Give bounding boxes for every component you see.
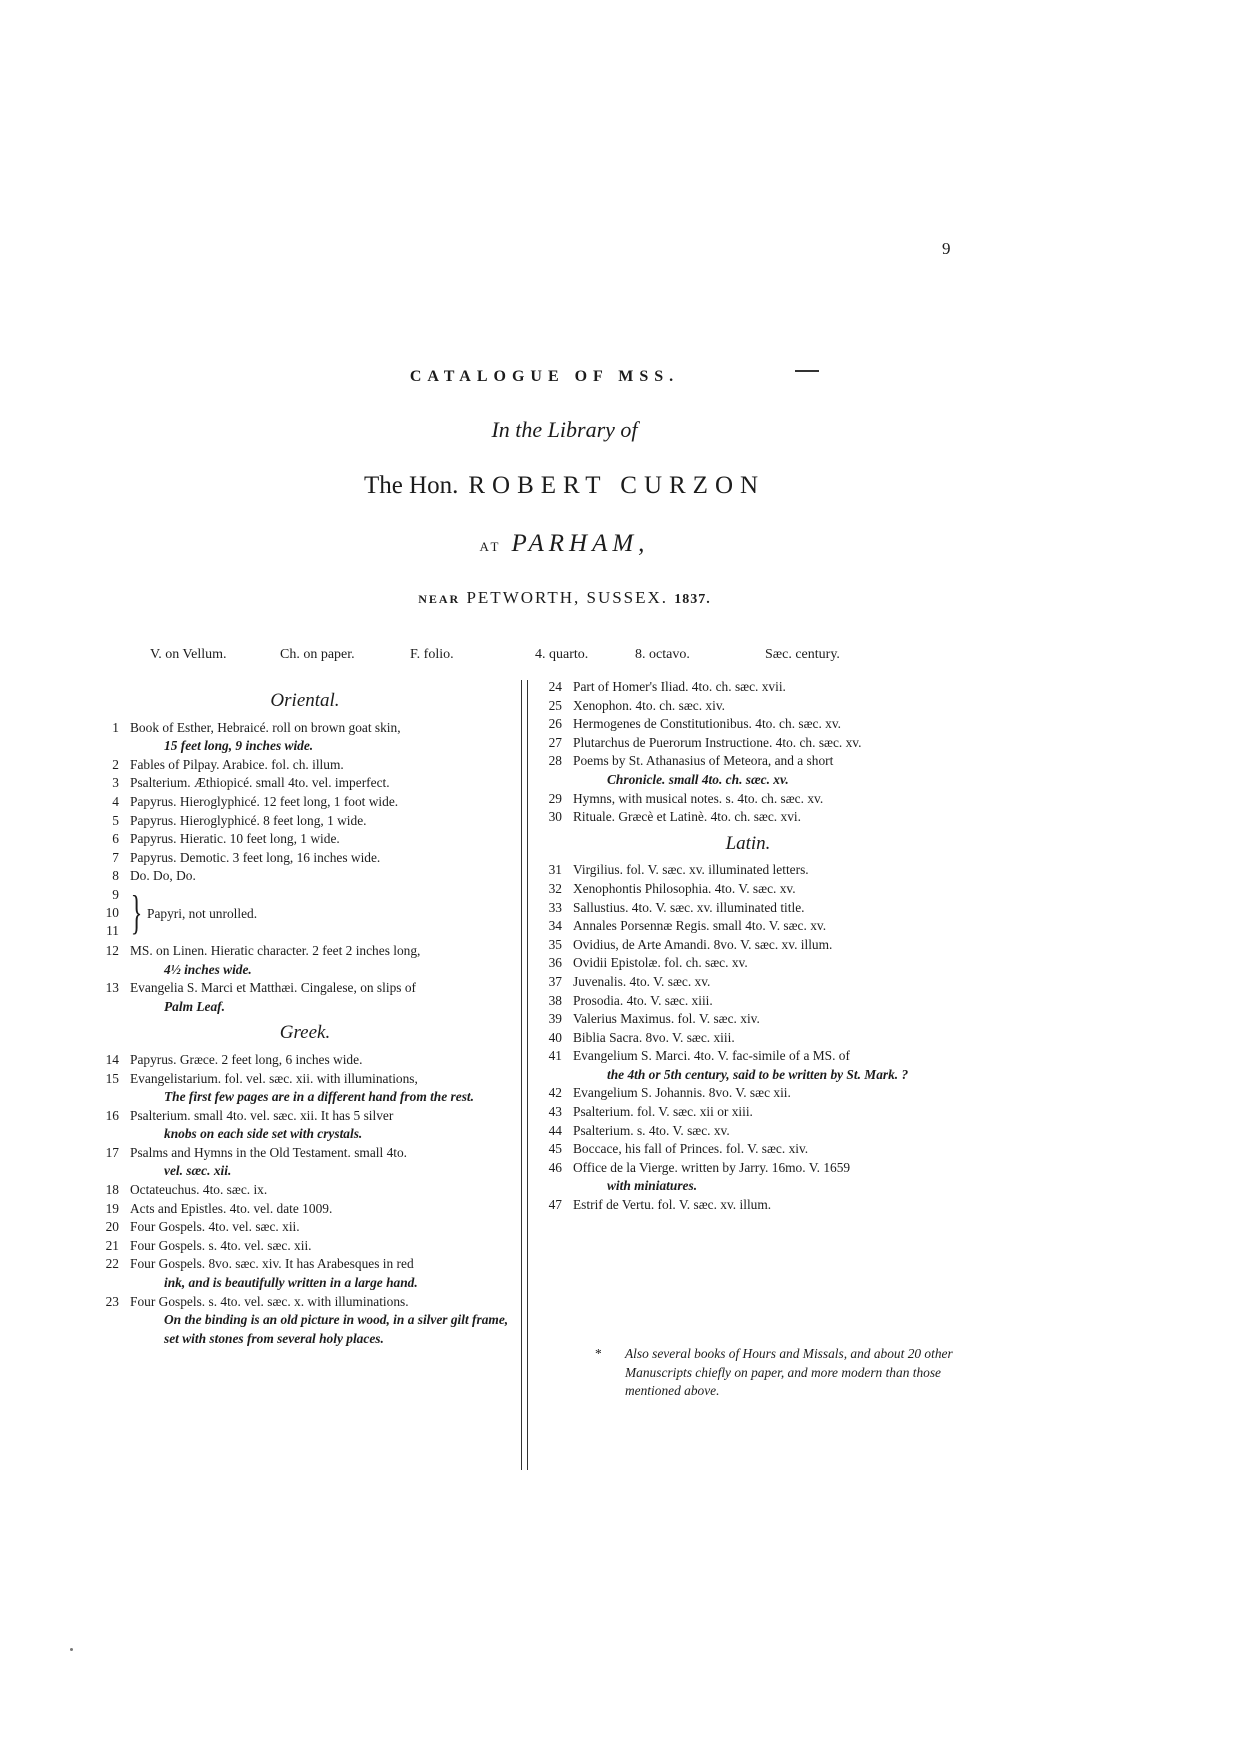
entry-text: Four Gospels. s. 4to. vel. sæc. xii. [130,1237,312,1253]
entry-number: 25 [548,697,562,713]
entry-number: 12 [105,942,119,958]
entry-text: Rituale. Græcè et Latinè. 4to. ch. sæc. xvi. [573,809,801,825]
owner-prefix: The Hon. [363,472,459,499]
place-name: PARHAM, [511,530,650,557]
catalogue-entry [538,954,958,973]
greek-list [95,1051,515,1349]
brace-num: 9 [112,886,119,902]
catalogue-entry [538,1029,958,1048]
entry-continuation: ink, and is beautifully written in a large hand. [164,1275,418,1291]
catalogue-entry [95,1070,515,1107]
entry-text: Papyrus. Hieratic. 10 feet long, 1 wide. [130,831,340,847]
entry-number: 21 [105,1237,119,1253]
catalogue-entry [538,715,958,734]
brace-group [95,886,515,942]
catalogue-entry [538,734,958,753]
entry-text: Psalterium. s. 4to. V. sæc. xv. [573,1122,730,1138]
entry-number: 3 [112,775,119,791]
entry-text: Part of Homer's Iliad. 4to. ch. sæc. xvii. [573,679,786,694]
entry-text: Do. Do, Do. [130,868,196,884]
entry-text: Biblia Sacra. 8vo. V. sæc. xiii. [573,1029,735,1045]
entry-text: Psalms and Hymns in the Old Testament. small 4to. [130,1144,408,1160]
entry-text: Fables of Pilpay. Arabice. fol. ch. illum. [130,756,344,772]
left-column [95,688,515,1348]
catalogue-entry [95,867,515,886]
catalogue-entry [95,1144,515,1181]
entry-text: Annales Porsennæ Regis. small 4to. V. sæc. xv. [573,918,827,934]
entry-number: 13 [105,980,119,996]
entry-text: Evangelium S. Johannis. 8vo. V. sæc xii. [573,1085,791,1101]
catalogue-entry [538,752,958,789]
catalogue-entry [95,756,515,775]
entry-number: 43 [548,1104,562,1120]
entry-number: 5 [112,812,119,828]
entry-number: 2 [112,756,119,772]
entry-text: Papyrus. Demotic. 3 feet long, 16 inches wide. [130,849,381,865]
legend-item: V. on Vellum. [150,647,227,662]
catalogue-entry [95,830,515,849]
entry-text: Boccace, his fall of Princes. fol. V. sæc. xiv. [573,1141,809,1157]
entry-number: 19 [105,1200,119,1216]
entry-text: Xenophon. 4to. ch. sæc. xiv. [573,697,725,713]
catalogue-entry [538,808,958,827]
entry-text: Prosodia. 4to. V. sæc. xiii. [573,992,713,1008]
catalogue-entry [538,790,958,809]
entry-text: Xenophontis Philosophia. 4to. V. sæc. xv. [573,880,796,896]
legend-item: 8. octavo. [635,647,690,662]
entry-number: 34 [548,918,562,934]
entry-number: 41 [548,1048,562,1064]
owner-line [0,472,1239,500]
place-prefix: AT [479,539,502,554]
entry-text: Evangelium S. Marci. 4to. V. fac-simile of a MS. of [573,1048,850,1064]
entry-continuation: The first few pages are in a different hand from the rest. [164,1089,474,1105]
location-prefix: NEAR [418,592,461,606]
catalogue-entry [538,1084,958,1103]
note-asterism: * [595,1346,602,1361]
catalogue-entry [95,1107,515,1144]
entry-text: Book of Esther, Hebraicé. roll on brown goat skin, [130,719,401,735]
catalogue-entry [538,992,958,1011]
owner-name: ROBERT CURZON [468,472,766,499]
entry-number: 7 [112,849,119,865]
entry-text: Papyrus. Hieroglyphicé. 12 feet long, 1 foot wide. [130,793,399,809]
catalogue-entry [538,1196,958,1215]
entry-text: Four Gospels. s. 4to. vel. sæc. x. with illuminations. [130,1293,409,1309]
entry-number: 45 [548,1141,562,1157]
location-line [0,588,1239,608]
entry-number: 40 [548,1029,562,1045]
entry-text: Hymns, with musical notes. s. 4to. ch. sæc. xv. [573,790,824,806]
legend-item: 4. quarto. [535,647,589,662]
catalogue-entry [95,1051,515,1070]
catalogue-entry [95,812,515,831]
catalogue-entry [95,1293,515,1349]
oriental-list [95,719,515,886]
catalogue-entry [538,1159,958,1196]
entry-number: 18 [105,1182,119,1198]
entry-text: Virgilius. fol. V. sæc. xv. illuminated letters. [573,862,809,878]
closing-note [595,1345,990,1401]
catalogue-entry [95,774,515,793]
entry-text: Psalterium. small 4to. vel. sæc. xii. It has 5 silver [130,1107,394,1123]
latin-list [538,861,958,1214]
catalogue-entry [538,1103,958,1122]
catalogue-entry [538,678,958,697]
continued-list [538,678,958,827]
entry-number: 42 [548,1085,562,1101]
entry-number: 20 [105,1219,119,1235]
entry-number: 28 [548,753,562,769]
entry-text: MS. on Linen. Hieratic character. 2 feet 2 inches long, [130,942,421,958]
catalogue-entry [95,979,515,1016]
note-text: Also several books of Hours and Missals, and about 20 other Manuscripts chiefly on paper, and more modern than those mentioned above. [625,1346,953,1399]
catalogue-entry [95,1218,515,1237]
entry-continuation: Palm Leaf. [164,998,225,1014]
brace-text: Papyri, not unrolled. [147,905,258,921]
entry-number: 26 [548,716,562,732]
brace-num: 11 [106,922,119,938]
entry-text: Plutarchus de Puerorum Instructione. 4to. ch. sæc. xv. [573,734,862,750]
section-title-latin: Latin. [725,832,771,854]
entry-number: 29 [548,790,562,806]
catalogue-title: CATALOGUE OF MSS. [409,368,680,385]
catalogue-entry [538,1140,958,1159]
entry-number: 1 [112,719,119,735]
entry-number: 33 [548,899,562,915]
entry-number: 6 [112,831,119,847]
section-title-oriental: Oriental. [270,690,340,711]
entry-text: Evangelistarium. fol. vel. sæc. xii. with illuminations, [130,1070,418,1086]
oriental-list-more [95,942,515,1016]
catalogue-entry [95,1181,515,1200]
entry-number: 30 [548,809,562,825]
right-column [538,678,958,1215]
entry-text: Juvenalis. 4to. V. sæc. xv. [573,973,711,989]
entry-text: Psalterium. fol. V. sæc. xii or xiii. [573,1104,753,1120]
catalogue-entry [538,899,958,918]
location-name: PETWORTH, SUSSEX. [466,588,669,607]
location-date: 1837. [674,592,711,607]
entry-text: Ovidii Epistolæ. fol. ch. sæc. xv. [573,955,748,971]
entry-text: Psalterium. Æthiopicé. small 4to. vel. imperfect. [130,775,390,791]
entry-number: 38 [548,992,562,1008]
catalogue-entry [538,1047,958,1084]
entry-text: Estrif de Vertu. fol. V. sæc. xv. illum. [573,1197,772,1213]
entry-number: 44 [548,1122,562,1138]
catalogue-entry [95,849,515,868]
entry-continuation: 4½ inches wide. [164,961,252,977]
legend-item: F. folio. [410,647,454,662]
place-line [0,530,1239,558]
entry-text: Poems by St. Athanasius of Meteora, and a short [573,753,834,769]
legend-item: Sæc. century. [765,647,840,662]
library-line: In the Library of [491,417,638,442]
brace-num: 10 [105,904,119,920]
column-divider [521,680,528,1470]
entry-text: Ovidius, de Arte Amandi. 8vo. V. sæc. xv. illum. [573,936,833,952]
entry-continuation: vel. sæc. xii. [164,1163,232,1179]
catalogue-entry [95,1237,515,1256]
entry-number: 39 [548,1011,562,1027]
entry-number: 32 [548,880,562,896]
entry-number: 14 [105,1051,119,1067]
legend-item: Ch. on paper. [280,647,355,662]
catalogue-entry [538,1122,958,1141]
entry-number: 31 [548,862,562,878]
entry-text: Papyrus. Græce. 2 feet long, 6 inches wide. [130,1051,363,1067]
entry-number: 4 [112,793,119,809]
entry-number: 8 [112,868,119,884]
entry-text: Evangelia S. Marci et Matthæi. Cingalese, on slips of [130,980,416,996]
entry-number: 15 [105,1070,119,1086]
entry-number: 47 [548,1197,562,1213]
entry-text: Acts and Epistles. 4to. vel. date 1009. [130,1200,333,1216]
entry-text: Hermogenes de Constitutionibus. 4to. ch. sæc. xv. [573,716,842,732]
entry-number: 17 [105,1144,119,1160]
entry-number: 37 [548,973,562,989]
catalogue-entry [95,719,515,756]
entry-text: Papyrus. Hieroglyphicé. 8 feet long, 1 wide. [130,812,367,828]
entry-text: Octateuchus. 4to. sæc. ix. [130,1182,268,1198]
entry-continuation: knobs on each side set with crystals. [164,1126,363,1142]
entry-text: Sallustius. 4to. V. sæc. xv. illuminated title. [573,899,805,915]
curly-brace: } [130,885,143,939]
entry-number: 35 [548,936,562,952]
entry-text: Valerius Maximus. fol. V. sæc. xiv. [573,1011,760,1027]
catalogue-entry [538,880,958,899]
catalogue-entry [538,917,958,936]
catalogue-entry [538,936,958,955]
entry-text: Four Gospels. 8vo. sæc. xiv. It has Arabesques in red [130,1256,414,1272]
catalogue-entry [538,973,958,992]
catalogue-entry [95,1255,515,1292]
catalogue-entry [95,793,515,812]
entry-continuation: On the binding is an old picture in wood, in a silver gilt frame, set with stones from several holy places. [164,1312,509,1346]
catalogue-entry [95,942,515,979]
entry-number: 22 [105,1256,119,1272]
page-number: 9 [942,239,951,258]
entry-continuation: 15 feet long, 9 inches wide. [164,738,314,754]
entry-number: 24 [548,679,562,694]
entry-continuation: the 4th or 5th century, said to be written by St. Mark. ? [607,1066,909,1082]
catalogue-entry [538,861,958,880]
entry-number: 36 [548,955,562,971]
entry-number: 46 [548,1159,562,1175]
entry-number: 23 [105,1293,119,1309]
entry-continuation: Chronicle. small 4to. ch. sæc. xv. [607,771,789,787]
stray-mark [70,1648,73,1651]
entry-text: Four Gospels. 4to. vel. sæc. xii. [130,1219,300,1235]
section-title-greek: Greek. [279,1022,331,1044]
catalogue-entry [95,1200,515,1219]
catalogue-entry [538,697,958,716]
entry-continuation: with miniatures. [607,1178,698,1194]
entry-number: 27 [548,734,562,750]
entry-number: 16 [105,1107,119,1123]
entry-text: Office de la Vierge. written by Jarry. 16mo. V. 1659 [573,1159,851,1175]
catalogue-entry [538,1010,958,1029]
